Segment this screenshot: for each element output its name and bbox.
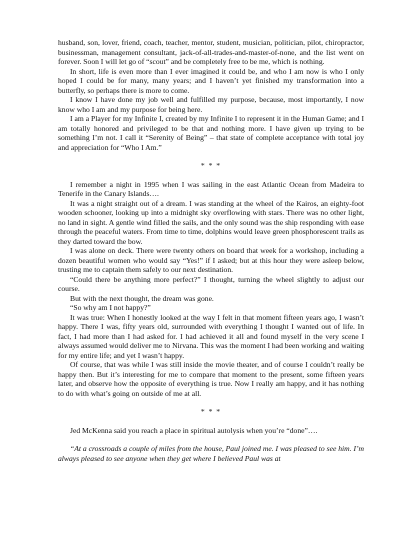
quoted-paragraph: “At a crossroads a couple of miles from the house, Paul joined me. I was pleased to see him. I’m always pleased to see anyone when they get where I believed Paul was at [58, 444, 364, 463]
paragraph: husband, son, lover, friend, coach, teacher, mentor, student, musician, politician, pilot, chiropractor, businessman, management consultant, jack-of-all-trades-and-master-of-none, and the list went on forever. Soon I will let go of “scout” and be completely free to be me, which is nothing. [58, 38, 364, 66]
paragraph: It was true: When I honestly looked at the way I felt in that moment fifteen years ago, I wasn’t happy. There I was, fifty years old, surrounded with everything I thought I wanted out of life. In fact, I had more than I had asked for. I had achieved it all and found myself in the very scene I always assumed would deliver me to Nirvana. This was the moment I had been working and waiting for my entire life; and yet I wasn’t happy. [58, 312, 364, 360]
document-page [58, 38, 364, 463]
paragraph: I am a Player for my Infinite I, created by my Infinite I to represent it in the Human Game; and I am totally honored and privileged to be that and nothing more. I have given up trying to be something I’m not. I call it “Serenity of Being” – that state of complete acceptance with total joy and appreciation for “Who I Am.” [58, 114, 364, 152]
paragraph: It was a night straight out of a dream. I was standing at the wheel of the Kairos, an eighty-foot wooden schooner, looking up into a midnight sky overflowing with stars. There was no other light, no land in sight. A gentle wind filled the sails, and the only sound was the ship responding with ease through the peaceful waters. From time to time, dolphins would leave green phosphorescent trails as they darted toward the bow. [58, 198, 364, 246]
paragraph: I was alone on deck. There were twenty others on board that week for a workshop, including a dozen beautiful women who would say “Yes!” if I asked; but at this hour they were asleep below, trusting me to captain them safely to our next destination. [58, 246, 364, 274]
paragraph: “So why am I not happy?” [70, 303, 151, 312]
paragraph: I know I have done my job well and fulfilled my purpose, because, most importantly, I now know who I am and my purpose for being here. [58, 95, 364, 114]
section-separator: * * * [200, 161, 222, 170]
paragraph: “Could there be anything more perfect?” I thought, turning the wheel slightly to adjust our course. [58, 274, 364, 293]
paragraph: I remember a night in 1995 when I was sailing in the east Atlantic Ocean from Madeira to Tenerife in the Canary Islands…. [58, 179, 364, 198]
paragraph: In short, life is even more than I ever imagined it could be, and who I am now is who I only hoped I could be for many, many years; and I haven’t yet finished my transformation into a butterfly, so perhaps there is more to come. [58, 66, 364, 95]
paragraph: Jed McKenna said you reach a place in spiritual autolysis when you’re “done”…. [70, 425, 318, 435]
paragraph: Of course, that was while I was still inside the movie theater, and of course I couldn’t really be happy then. But it’s interesting for me to compare that moment to the present, some fifteen years later, and observe how the opposite of everything is true. Now I really am happy, and it has nothing to do with what’s going on outside of me at all. [58, 360, 364, 398]
section-separator: * * * [200, 407, 222, 416]
paragraph: But with the next thought, the dream was gone. [70, 293, 214, 303]
